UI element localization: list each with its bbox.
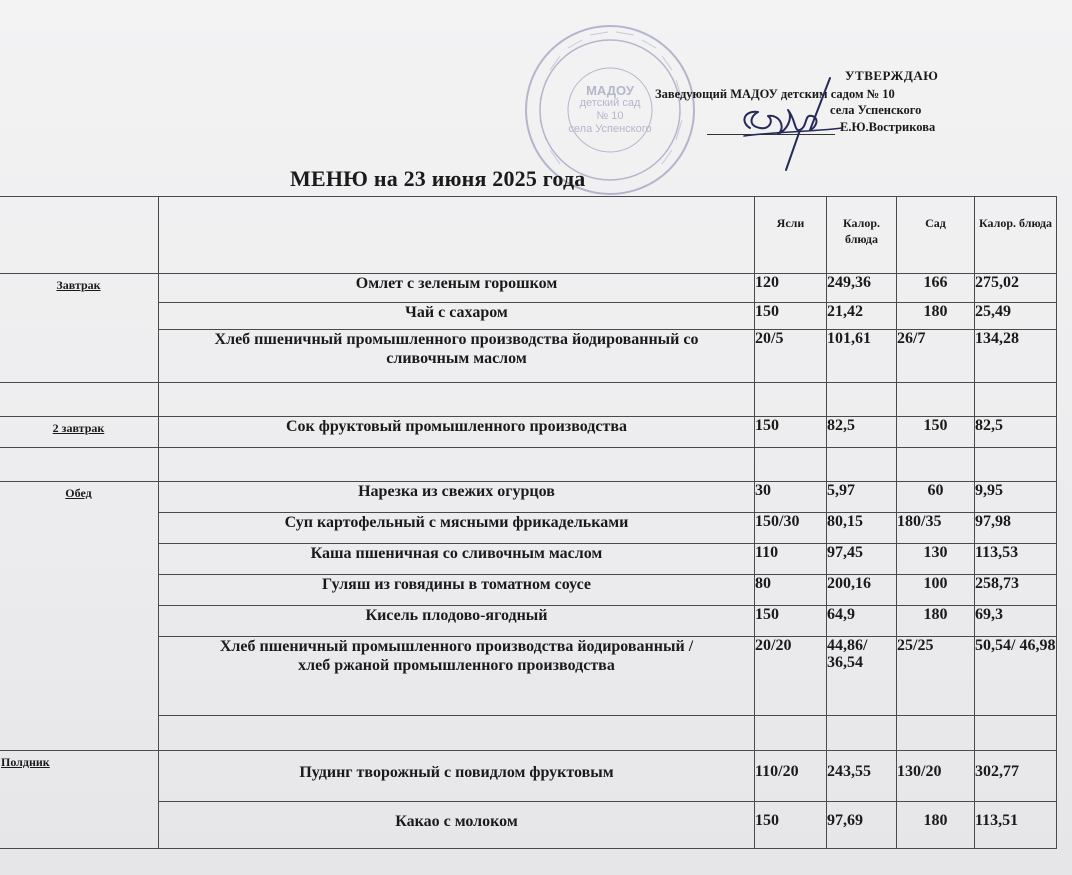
calories-garden: 258,73	[975, 575, 1057, 606]
header-dish-cell	[159, 197, 755, 274]
dish-name: Омлет с зеленым горошком	[159, 274, 755, 303]
portion-garden: 100	[897, 575, 975, 606]
meal-label-snack: Полдник	[1, 755, 50, 769]
table-row	[0, 606, 1057, 637]
portion-garden: 130/20	[897, 751, 975, 802]
dish-name: Хлеб пшеничный промышленного производства йодированный /хлеб ржаной промышленного производства	[159, 637, 755, 716]
dish-name: Хлеб пшеничный промышленного производства йодированный со сливочным маслом	[159, 330, 755, 383]
table-row	[0, 330, 1057, 383]
calories-nursery: 44,86/ 36,54	[827, 637, 897, 716]
calories-garden: 113,53	[975, 544, 1057, 575]
calories-nursery: 5,97	[827, 482, 897, 513]
portion-nursery: 150	[755, 417, 827, 448]
table-row-empty	[0, 383, 1057, 417]
portion-garden: 130	[897, 544, 975, 575]
approval-title: УТВЕРЖДАЮ	[845, 68, 939, 83]
calories-garden: 82,5	[975, 417, 1057, 448]
approval-village: села Успенского	[830, 103, 922, 117]
menu-table	[0, 196, 1057, 849]
portion-garden: 150	[897, 417, 975, 448]
dish-name: Кисель плодово-ягодный	[159, 606, 755, 637]
table-header-row	[0, 197, 1057, 274]
stamp-line3: № 10	[596, 110, 624, 122]
approval-position: Заведующий МАДОУ детским садом № 10	[655, 87, 895, 101]
meal-cell	[0, 482, 159, 751]
portion-nursery: 150	[755, 606, 827, 637]
calories-nursery: 82,5	[827, 417, 897, 448]
dish-name: Пудинг творожный с повидлом фруктовым	[159, 751, 755, 802]
table-row	[0, 417, 1057, 448]
table-row	[0, 274, 1057, 303]
calories-nursery: 243,55	[827, 751, 897, 802]
portion-garden: 60	[897, 482, 975, 513]
portion-nursery: 150/30	[755, 513, 827, 544]
table-row-empty	[0, 448, 1057, 482]
calories-garden: 97,98	[975, 513, 1057, 544]
header-nursery: Ясли	[755, 197, 827, 274]
stamp-line4: села Успенского	[568, 123, 652, 135]
meal-label-lunch: Обед	[65, 486, 92, 500]
handwritten-signature	[730, 70, 850, 180]
portion-nursery: 110	[755, 544, 827, 575]
stamp-line2: детский сад	[579, 97, 641, 109]
meal-label-breakfast2: 2 завтрак	[52, 421, 105, 435]
meal-cell	[0, 274, 159, 383]
table-row	[0, 575, 1057, 606]
calories-garden: 113,51	[975, 802, 1057, 849]
dish-name: Сок фруктовый промышленного производства	[159, 417, 755, 448]
calories-garden: 9,95	[975, 482, 1057, 513]
header-garden: Сад	[897, 197, 975, 274]
table-row	[0, 482, 1057, 513]
portion-garden: 25/25	[897, 637, 975, 716]
meal-cell	[0, 751, 159, 849]
stamp-name: МАДОУ	[586, 83, 634, 98]
calories-nursery: 200,16	[827, 575, 897, 606]
portion-nursery: 120	[755, 274, 827, 303]
portion-nursery: 150	[755, 802, 827, 849]
table-row	[0, 802, 1057, 849]
portion-nursery: 150	[755, 303, 827, 330]
calories-nursery: 64,9	[827, 606, 897, 637]
calories-nursery: 97,45	[827, 544, 897, 575]
calories-nursery: 101,61	[827, 330, 897, 383]
portion-garden: 180	[897, 802, 975, 849]
portion-nursery: 30	[755, 482, 827, 513]
signature-icon	[730, 70, 850, 180]
table-row	[0, 513, 1057, 544]
header-calories-garden: Калор. блюда	[975, 197, 1057, 274]
portion-nursery: 80	[755, 575, 827, 606]
portion-garden: 180	[897, 606, 975, 637]
portion-garden: 180/35	[897, 513, 975, 544]
calories-garden: 275,02	[975, 274, 1057, 303]
calories-garden: 302,77	[975, 751, 1057, 802]
dish-name: Чай с сахаром	[159, 303, 755, 330]
calories-nursery: 249,36	[827, 274, 897, 303]
meal-label-breakfast: Завтрак	[56, 278, 101, 292]
dish-name: Какао с молоком	[159, 802, 755, 849]
table-row-empty	[0, 716, 1057, 751]
meal-cell	[0, 417, 159, 448]
calories-nursery: 80,15	[827, 513, 897, 544]
dish-name: Гуляш из говядины в томатном соусе	[159, 575, 755, 606]
portion-nursery: 20/5	[755, 330, 827, 383]
dish-name: Нарезка из свежих огурцов	[159, 482, 755, 513]
calories-nursery: 97,69	[827, 802, 897, 849]
header-calories-nursery: Калор. блюда	[827, 197, 897, 274]
calories-garden: 134,28	[975, 330, 1057, 383]
menu-title: МЕНЮ на 23 июня 2025 года	[290, 166, 586, 191]
header-meal-cell	[0, 197, 159, 274]
portion-garden: 180	[897, 303, 975, 330]
portion-garden: 166	[897, 274, 975, 303]
dish-name: Суп картофельный с мясными фрикадельками	[159, 513, 755, 544]
table-row	[0, 303, 1057, 330]
portion-nursery: 110/20	[755, 751, 827, 802]
table-row	[0, 751, 1057, 802]
dish-name: Каша пшеничная со сливочным маслом	[159, 544, 755, 575]
portion-nursery: 20/20	[755, 637, 827, 716]
approval-signer: Е.Ю.Вострикова	[840, 120, 936, 134]
calories-garden: 50,54/ 46,98	[975, 637, 1057, 716]
calories-garden: 25,49	[975, 303, 1057, 330]
table-row	[0, 637, 1057, 716]
calories-garden: 69,3	[975, 606, 1057, 637]
calories-nursery: 21,42	[827, 303, 897, 330]
portion-garden: 26/7	[897, 330, 975, 383]
table-row	[0, 544, 1057, 575]
